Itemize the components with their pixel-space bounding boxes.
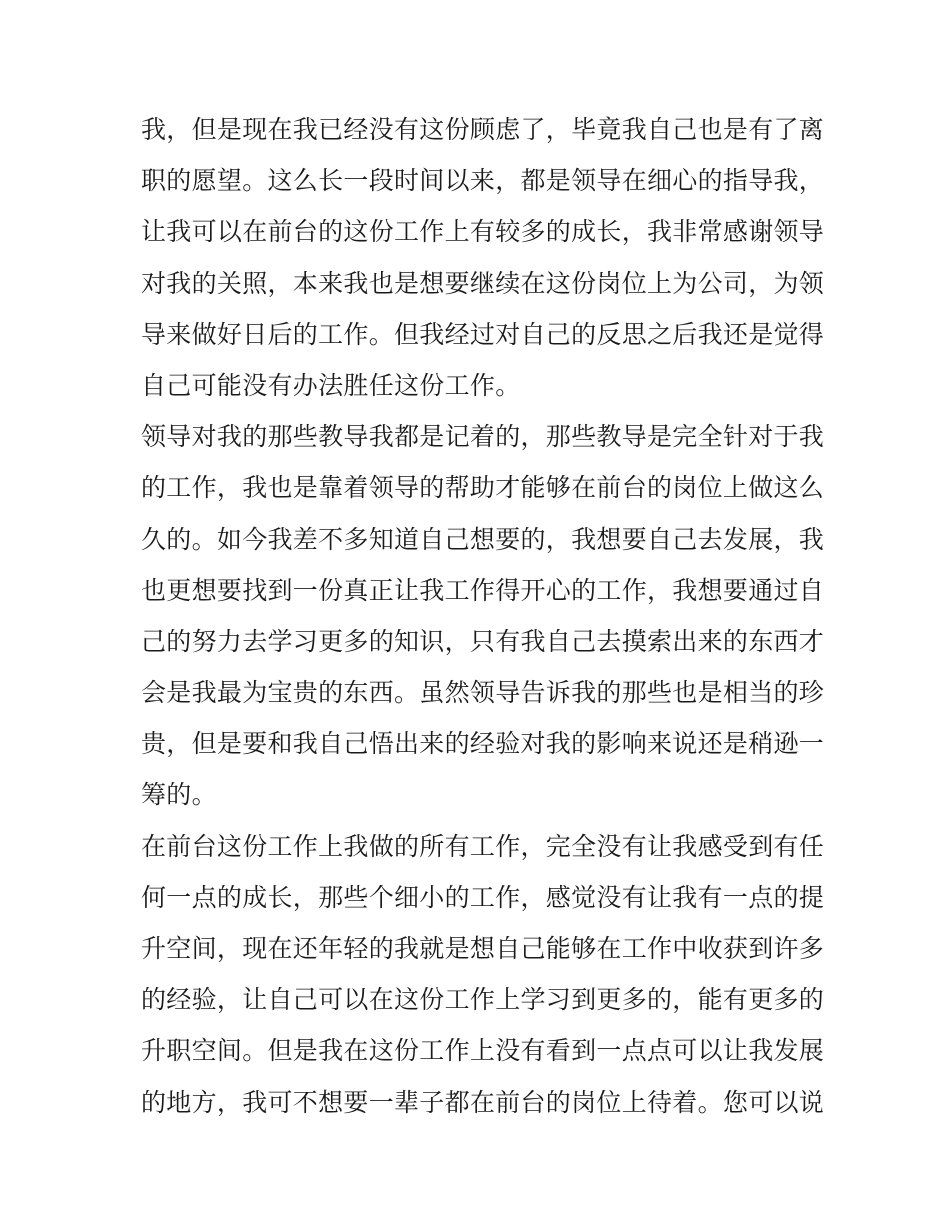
text-line: 久的。如今我差不多知道自己想要的，我想要自己去发展，我 [141, 524, 825, 554]
text-line: 升职空间。但是我在这份工作上没有看到一点点可以让我发展 [141, 1036, 825, 1066]
text-line: 的工作，我也是靠着领导的帮助才能够在前台的岗位上做这么 [141, 473, 825, 503]
paragraph-2 [141, 411, 825, 821]
text-line: 我，但是现在我已经没有这份顾虑了，毕竟我自己也是有了离 [141, 115, 825, 144]
text-line: 领导对我的那些教导我都是记着的，那些教导是完全针对于我 [141, 422, 825, 452]
text-line: 让我可以在前台的这份工作上有较多的成长，我非常感谢领导 [141, 217, 825, 247]
text-line: 职的愿望。这么长一段时间以来，都是领导在细心的指导我， [141, 166, 825, 196]
text-line: 升空间，现在还年轻的我就是想自己能够在工作中收获到许多 [141, 934, 825, 963]
text-line: 贵，但是要和我自己悟出来的经验对我的影响来说还是稍逊一 [141, 729, 825, 759]
text-line: 的经验，让自己可以在这份工作上学习到更多的，能有更多的 [141, 985, 825, 1015]
text-line: 对我的关照，本来我也是想要继续在这份岗位上为公司，为领 [141, 268, 825, 298]
text-line: 何一点的成长，那些个细小的工作，感觉没有让我有一点的提 [141, 882, 825, 912]
paragraph-3 [141, 821, 825, 1128]
text-line: 导来做好日后的工作。但我经过对自己的反思之后我还是觉得 [141, 319, 825, 349]
text-line: 会是我最为宝贵的东西。虽然领导告诉我的那些也是相当的珍 [141, 678, 825, 708]
text-line: 也更想要找到一份真正让我工作得开心的工作，我想要通过自 [141, 575, 825, 605]
document-body [141, 104, 825, 1128]
text-line: 自己可能没有办法胜任这份工作。 [141, 370, 521, 400]
text-line: 的地方，我可不想要一辈子都在前台的岗位上待着。您可以说 [141, 1087, 825, 1117]
text-line: 己的努力去学习更多的知识，只有我自己去摸索出来的东西才 [141, 626, 825, 656]
text-line: 在前台这份工作上我做的所有工作，完全没有让我感受到有任 [141, 831, 825, 861]
paragraph-1 [141, 104, 825, 411]
text-line: 筹的。 [141, 780, 217, 810]
